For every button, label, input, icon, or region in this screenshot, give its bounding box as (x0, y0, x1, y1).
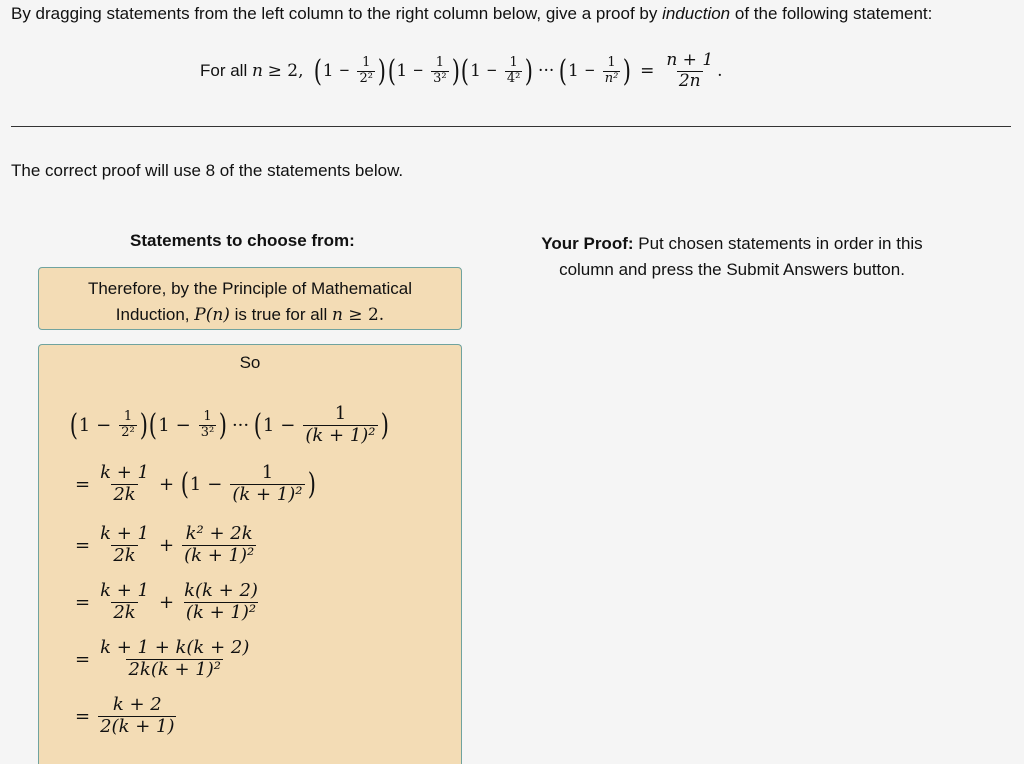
statement-count-note: The correct proof will use 8 of the statements below. (11, 161, 404, 180)
instructions: By dragging statements from the left column to the right column below, give a proof by induction of the following statement: (11, 4, 933, 23)
statement-card-inductive-step[interactable] (38, 344, 462, 764)
instructions-emphasis: induction (662, 4, 731, 23)
proof-column-heading[interactable]: Your Proof: Put chosen statements in order in this column and press the Submit Answers button. (541, 234, 923, 279)
section-divider (11, 126, 1011, 127)
step-so-label: So (239, 353, 261, 372)
statements-heading: Statements to choose from: (130, 231, 355, 250)
step-line-1: ( 1 − $\frac{1}{\text{2²}}$ ) ( 1 − $\frac{1}{\text{3²}}$ ) ··· ( 1 − $\frac{1}{\text{(k + 1)²}}$ ) (69, 402, 389, 446)
step-line-4: = $\frac{k + 1}{2k}$ + $\frac{k(k + 2)}{\text{(k + 1)²}}$ (75, 579, 258, 623)
step-line-3: = $\frac{k + 1}{2k}$ + $\frac{\text{k² + 2k}}{\text{(k + 1)²}}$ (75, 522, 255, 566)
statement-card-conclusion[interactable]: Therefore, by the Principle of Mathematical Induction, P(n) is true for all n ≥ 2. (38, 267, 462, 330)
step-line-6: = $\frac{k + 2}{2(k + 1)}$ (75, 693, 175, 737)
theorem-statement: For all n ≥ 2, ( 1 − $\frac{1}{\text{2²}}$ ) ( 1 − $\frac{1}{\text{3²}}$ ) ( 1 − $\frac{1}{\text{4²}}$ ) ··· ( 1 − $\frac{1}{\text{n²}}$ ) = $\frac{n + 1}{2n}$ . (200, 49, 723, 91)
step-line-5: = $\frac{k + 1 + k(k + 2)}{\text{2k(k + 1)²}}$ (75, 636, 250, 680)
step-line-2: = $\frac{k + 1}{2k}$ + ( 1 − $\frac{1}{\text{(k + 1)²}}$ ) (75, 461, 316, 505)
